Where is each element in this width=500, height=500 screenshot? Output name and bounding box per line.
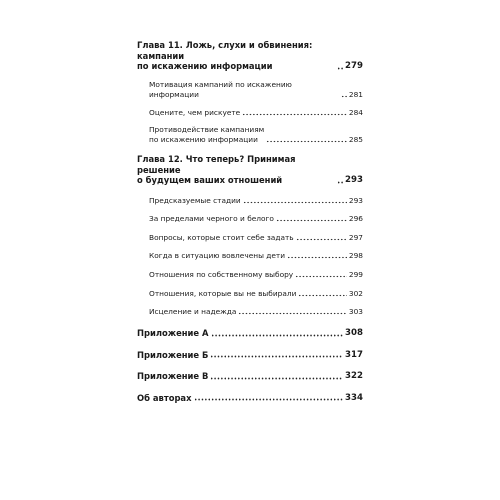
toc-title-line: о будущем ваших отношений (137, 175, 283, 186)
toc-page-number: 293 (348, 195, 363, 205)
toc-section-children[interactable] (137, 249, 363, 261)
dot-leader (210, 348, 343, 358)
toc-chapter-11[interactable] (137, 40, 363, 72)
toc-page-number: 334 (345, 392, 363, 403)
toc-page-number: 308 (345, 328, 363, 339)
dot-leader (238, 305, 346, 315)
toc-entry-title: Приложение Б (137, 349, 209, 360)
toc-appendix-v[interactable] (137, 370, 363, 382)
dot-leader (243, 194, 347, 204)
toc-appendix-b[interactable] (137, 348, 363, 360)
toc-title-line: по искажению информации (149, 134, 258, 144)
toc-section-assess-risk[interactable] (137, 106, 363, 118)
dot-leader (337, 174, 343, 184)
toc-entry-title: Об авторах (137, 392, 192, 403)
toc-entry-title: Предсказуемые стадии (149, 195, 241, 205)
toc-section-motivation[interactable] (137, 80, 363, 100)
toc-page-number: 296 (348, 214, 363, 224)
toc-page-number: 298 (348, 251, 363, 261)
dot-leader (266, 133, 347, 143)
toc-page-number: 297 (348, 232, 363, 242)
dot-leader (287, 249, 347, 259)
toc-title-line: Противодействие кампаниям (149, 124, 265, 134)
toc-entry-title: Оцените, чем рискуете (149, 108, 241, 118)
toc-appendix-a[interactable] (137, 327, 363, 339)
toc-page-number: 281 (348, 89, 363, 99)
toc-section-beyond-black-white[interactable] (137, 212, 363, 224)
dot-leader (276, 212, 347, 222)
toc-entry-title (137, 40, 335, 72)
toc-entry-title: За пределами черного и белого (149, 214, 274, 224)
toc-page-number: 284 (348, 108, 363, 118)
toc-section-counteraction[interactable] (137, 125, 363, 145)
toc-entry-title: Вопросы, которые стоит себе задать (149, 232, 294, 242)
toc-entry-title (137, 154, 335, 186)
dot-leader (337, 60, 343, 70)
dot-leader (298, 287, 347, 297)
toc-title-line: Глава 11. Ложь, слухи и обвинения: кампании (137, 40, 313, 61)
toc-page-number: 317 (345, 349, 363, 360)
dot-leader (296, 231, 347, 241)
dot-leader (341, 88, 347, 98)
toc-entry-title: Когда в ситуацию вовлечены дети (149, 251, 286, 261)
toc-section-unchosen-relationships[interactable] (137, 287, 363, 299)
toc-entry-title: Отношения по собственному выбору (149, 270, 294, 280)
dot-leader (295, 268, 347, 278)
toc-page-number: 285 (348, 134, 363, 144)
table-of-contents (137, 40, 363, 403)
dot-leader (242, 106, 347, 116)
dot-leader (210, 370, 343, 380)
toc-entry-title: Мотивация кампаний по искажению информации (149, 79, 292, 99)
toc-chapter-12[interactable] (137, 154, 363, 186)
toc-entry-title: Приложение В (137, 371, 209, 382)
toc-about-authors[interactable] (137, 391, 363, 403)
toc-page-number: 279 (345, 61, 363, 71)
toc-page-number: 302 (348, 288, 363, 298)
toc-section-questions[interactable] (137, 231, 363, 243)
toc-section-chosen-relationships[interactable] (137, 268, 363, 280)
dot-leader (194, 391, 344, 401)
toc-entry-title (149, 125, 264, 145)
toc-page-number: 322 (345, 371, 363, 382)
toc-entry-title: Исцеление и надежда (149, 307, 237, 317)
toc-section-healing-hope[interactable] (137, 305, 363, 317)
toc-title-line: Глава 12. Что теперь? Принимая решение (137, 154, 296, 175)
dot-leader (211, 327, 344, 337)
toc-page-number: 299 (348, 270, 363, 280)
toc-entry-title: Приложение А (137, 328, 209, 339)
toc-page-number: 293 (345, 175, 363, 186)
toc-title-line: по искажению информации (137, 61, 273, 71)
toc-page-number: 303 (348, 307, 363, 317)
toc-section-stages[interactable] (137, 194, 363, 206)
toc-entry-title: Отношения, которые вы не выбирали (149, 288, 297, 298)
